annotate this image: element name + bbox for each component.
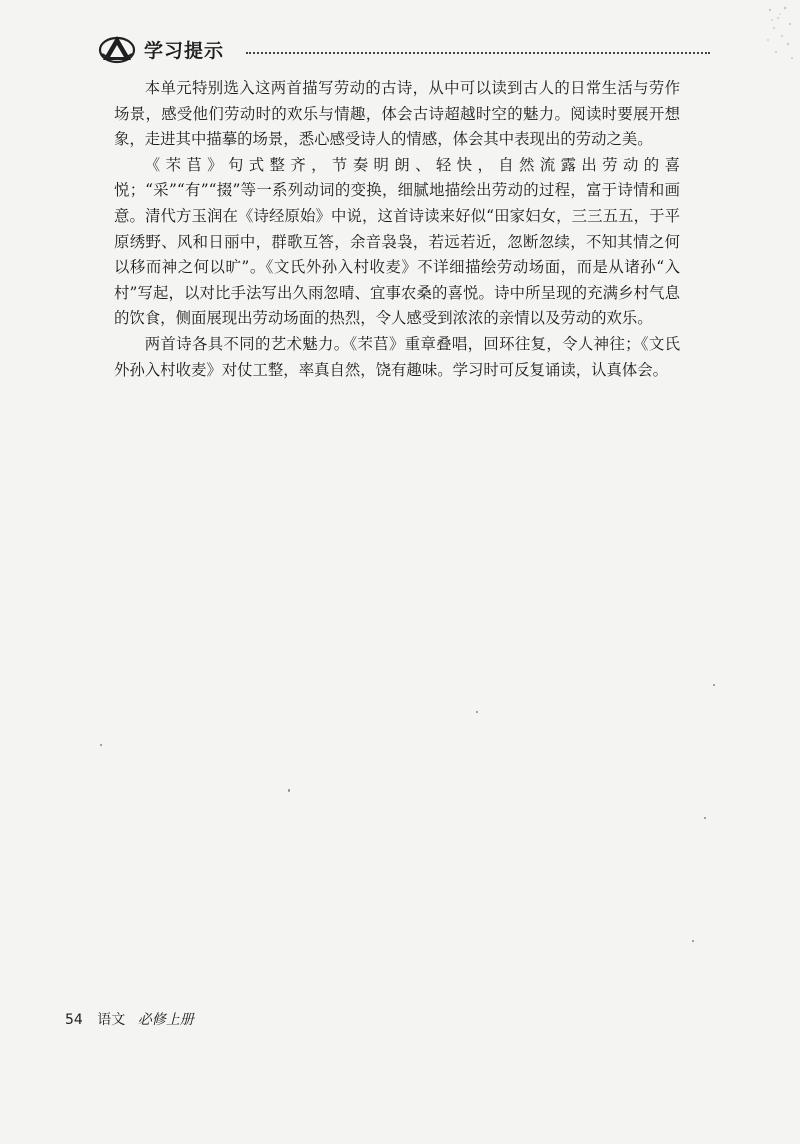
paragraph-summary: 两首诗各具不同的艺术魅力。《芣苢》重章叠唱，回环往复，令人神往；《文氏外孙入村收麦》对仗工整，率真自然，饶有趣味。学习时可反复诵读，认真体会。 [114, 334, 680, 379]
footer-volume: 必修上册 [137, 1012, 194, 1028]
scan-speck [288, 789, 290, 792]
header-dotted-rule [246, 52, 710, 54]
footer-subject: 语文 [97, 1012, 126, 1028]
triangle-logo-icon [98, 34, 136, 64]
section-title: 学习提示 [144, 40, 225, 62]
paragraph-fuyi: 《芣苢》句式整齐，节奏明朗、轻快，自然流露出劳动的喜悦；“采”“有”“掇”等一系列动词的变换，细腻地描绘出劳动的过程，富于诗情和画意。清代方玉润在《诗经原始》中说，这首诗读来好似“田家妇女，三三五五，于平原绣野、风和日丽中，群歌互答，余音袅袅，若远若近，忽断忽续，不知其情之何以移而神之何以旷”。《文氏外孙入村收麦》不详细描绘劳动场面，而是从诸孙“入村”写起，以对比手法写出久雨忽晴、宜事农桑的喜悦。诗中所呈现的充满乡村气息的饮食，侧面展现出劳动场面的热烈，令人感受到浓浓的亲情以及劳动的欢乐。 [114, 155, 680, 328]
study-tips-body [114, 76, 680, 383]
section-header [98, 32, 710, 66]
scan-speck [692, 940, 694, 942]
page-number: 54 [65, 1012, 83, 1028]
paragraph-intro: 本单元特别选入这两首描写劳动的古诗，从中可以读到古人的日常生活与劳作场景，感受他们劳动时的欢乐与情趣，体会古诗超越时空的魅力。阅读时要展开想象，走进其中描摹的场景，悉心感受诗人的情感，体会其中表现出的劳动之美。 [114, 79, 680, 149]
scan-speck [100, 744, 102, 746]
scan-speck [704, 817, 706, 819]
scan-speck [713, 684, 715, 686]
scan-speck [476, 711, 478, 713]
page-footer [65, 1009, 194, 1029]
scan-noise [730, 0, 800, 80]
